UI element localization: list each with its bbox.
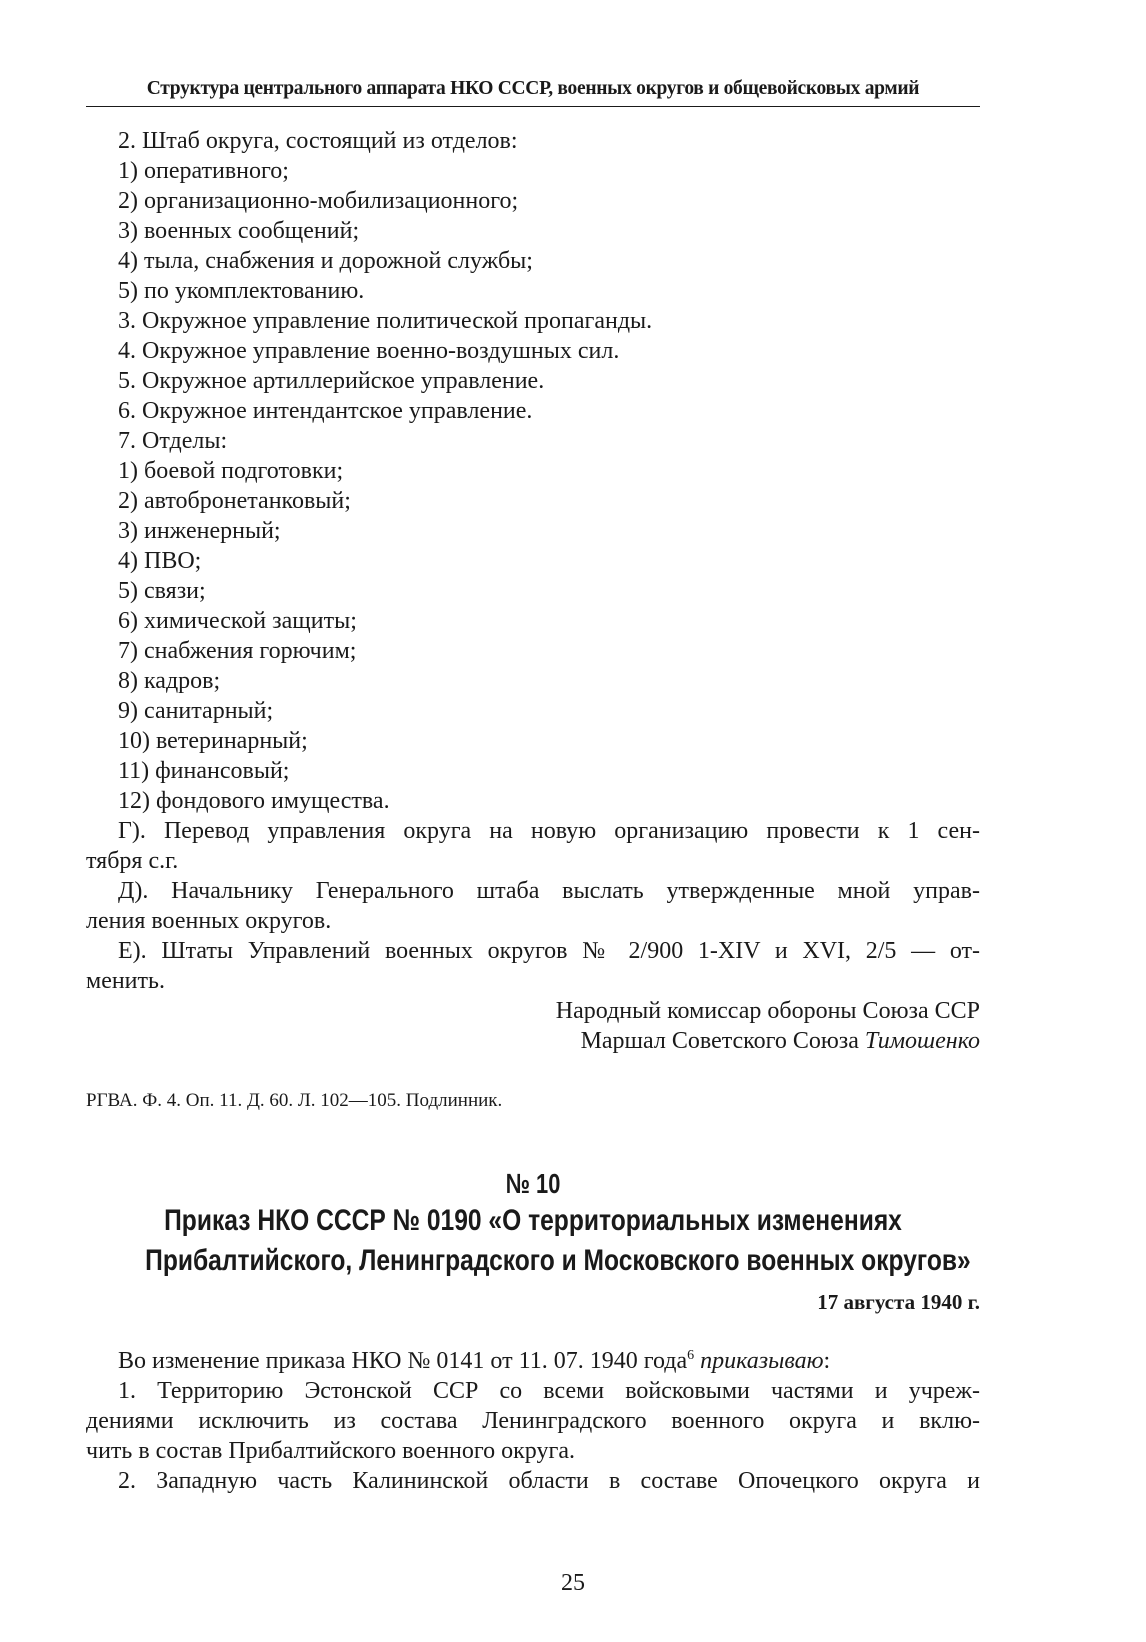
list-item: 7. Отделы: [118, 428, 228, 454]
paragraph-line: чить в состав Прибалтийского военного округа. [86, 1438, 575, 1464]
list-item: 5. Окружное артиллерийское управление. [118, 368, 545, 394]
list-item: 3) военных сообщений; [118, 218, 360, 244]
signature-title: Народный комиссар обороны Союза ССР [555, 998, 980, 1024]
order-intro [118, 1346, 830, 1376]
signature-surname: Тимошенко [864, 1028, 980, 1054]
list-item: 4) тыла, снабжения и дорожной службы; [118, 248, 533, 274]
document-title-line: Приказ НКО СССР № 0190 «О территориальных изменениях [164, 1204, 902, 1237]
page-number: 25 [561, 1570, 585, 1596]
list-item: 6. Окружное интендантское управление. [118, 398, 533, 424]
list-item: 4) ПВО; [118, 548, 202, 574]
list-item: 10) ветеринарный; [118, 728, 308, 754]
document-number: № 10 [505, 1168, 561, 1199]
list-item: 2) автобронетанковый; [118, 488, 351, 514]
paragraph-line: ления военных округов. [86, 908, 332, 934]
document-date: 17 августа 1940 г. [817, 1290, 980, 1314]
paragraph-line: менить. [86, 968, 165, 994]
list-item: 12) фондового имущества. [118, 788, 390, 814]
footnote-marker: 6 [687, 1348, 695, 1363]
document-title-line: Прибалтийского, Ленинградского и Московского военных округов» [145, 1244, 971, 1277]
list-item: 3. Окружное управление политической пропаганды. [118, 308, 653, 334]
order-colon: : [823, 1348, 831, 1374]
archive-source: РГВА. Ф. 4. Оп. 11. Д. 60. Л. 102—105. Подлинник. [86, 1090, 503, 1111]
signature-rank: Маршал Советского Союза [580, 1028, 865, 1054]
paragraph-line: 1. Территорию Эстонской ССР со всеми войсковыми частями и учреж- [118, 1378, 980, 1404]
list-item: 8) кадров; [118, 668, 221, 694]
list-item: 3) инженерный; [118, 518, 281, 544]
list-item: 4. Окружное управление военно-воздушных сил. [118, 338, 620, 364]
list-item: 7) снабжения горючим; [118, 638, 357, 664]
order-verb: приказываю [694, 1348, 824, 1374]
header-rule [86, 106, 980, 107]
list-item: 11) финансовый; [118, 758, 290, 784]
paragraph-line: Е). Штаты Управлений военных округов № 2/900 1-XIV и XVI, 2/5 — от- [118, 938, 980, 964]
list-item: 1) боевой подготовки; [118, 458, 344, 484]
paragraph-line: Д). Начальнику Генерального штаба выслать утвержденные мной управ- [118, 878, 980, 904]
order-intro-text: Во изменение приказа НКО № 0141 от 11. 07. 1940 года [118, 1348, 688, 1374]
running-header: Структура центрального аппарата НКО СССР, военных округов и общевойсковых армий [146, 78, 920, 99]
list-item: 6) химической защиты; [118, 608, 357, 634]
list-item: 9) санитарный; [118, 698, 274, 724]
list-item: 5) связи; [118, 578, 206, 604]
list-item: 5) по укомплектованию. [118, 278, 365, 304]
paragraph-line: 2. Западную часть Калининской области в составе Опочецкого округа и [118, 1468, 980, 1494]
paragraph-line: тября с.г. [86, 848, 179, 874]
list-item: 2. Штаб округа, состоящий из отделов: [118, 128, 518, 154]
list-item: 2) организационно-мобилизационного; [118, 188, 519, 214]
paragraph-line: дениями исключить из состава Ленинградского военного округа и вклю- [86, 1408, 980, 1434]
paragraph-line: Г). Перевод управления округа на новую организацию провести к 1 сен- [118, 818, 980, 844]
list-item: 1) оперативного; [118, 158, 289, 184]
signature-name [86, 1026, 980, 1056]
